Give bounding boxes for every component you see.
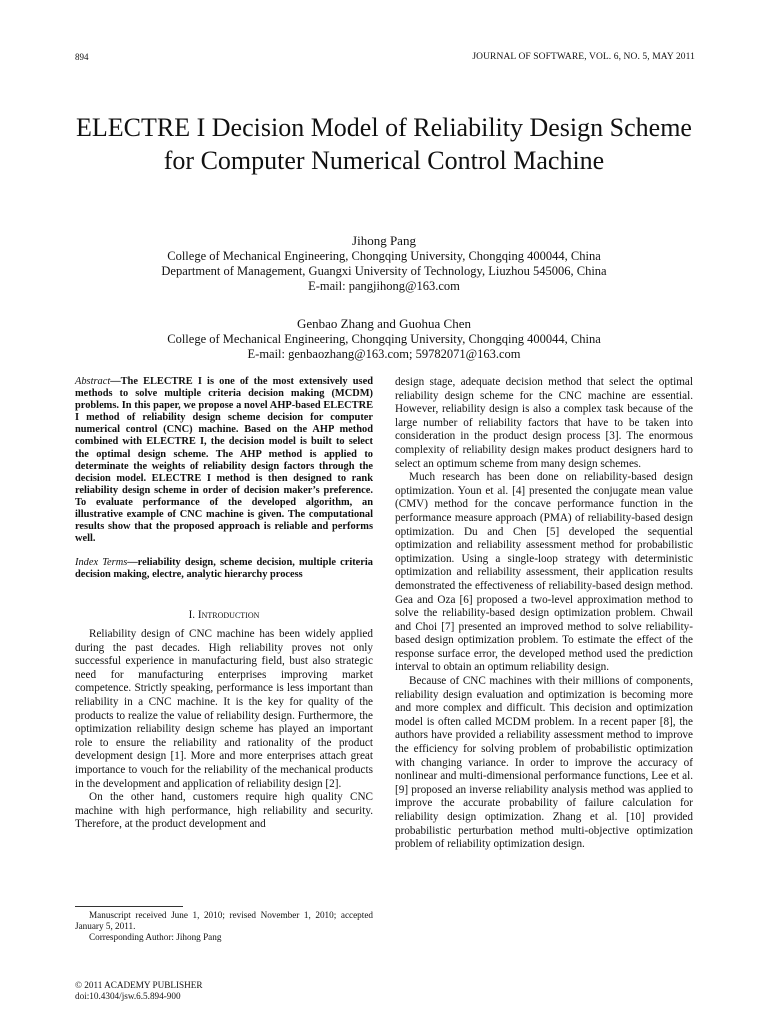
- body-paragraph: On the other hand, customers require high quality CNC machine with high performance, high reliability and security. Therefore, at the product development and: [75, 791, 373, 831]
- index-terms-text: —reliability design, scheme decision, multiple criteria decision making, electre, analytic hierarchy process: [75, 557, 373, 581]
- left-column: [75, 376, 373, 832]
- index-terms-label: Index Terms: [75, 557, 128, 569]
- author-name: Genbao Zhang and Guohua Chen: [296, 316, 471, 331]
- author-name: Jihong Pang: [352, 233, 416, 248]
- doi: doi:10.4304/jsw.6.5.894-900: [75, 990, 181, 1001]
- body-paragraph: Reliability design of CNC machine has been widely applied during the past decades. High reliability proves not only successful experience in manufacturing field, bust also strategic need for manufacturing enterprises improving market competence. Strictly speaking, performance is less important than reliability in a CNC machine. It is the key for quality of the products to realize the value of reliability design. Furthermore, the optimization reliability design scheme has played an important role to ensure the reliability and rationality of the product development design [1]. More and more enterprises attach great importance to vouch for the reliability of the mechanical products in the development and application of reliability design [2].: [75, 628, 373, 790]
- affiliation-line: Department of Management, Guangxi University of Technology, Liuzhou 545006, China: [161, 264, 607, 278]
- paper-title: ELECTRE I Decision Model of Reliability Design Scheme for Computer Numerical Control Machine: [76, 113, 692, 175]
- abstract-label: Abstract: [75, 376, 111, 387]
- footnotes: [75, 910, 373, 943]
- footnote-corresponding-author: Corresponding Author: Jihong Pang: [89, 932, 222, 942]
- author-block: [60, 233, 708, 362]
- section-number: I.: [188, 608, 198, 621]
- affiliation-line: College of Mechanical Engineering, Chongqing University, Chongqing 400044, China: [167, 332, 601, 346]
- author-email: E-mail: pangjihong@163.com: [308, 279, 460, 293]
- footnote-manuscript: Manuscript received June 1, 2010; revised November 1, 2010; accepted January 5, 2011.: [75, 910, 373, 931]
- author-email: E-mail: genbaozhang@163.com; 59782071@163.com: [247, 347, 521, 361]
- body-paragraph: Because of CNC machines with their millions of components, reliability design evaluation and optimization is becoming more and more complex and difficult. This decision and optimization model is often called MCDM problem. In a recent paper [8], the authors have provided a reliability assessment method to improve the efficiency for solving problem of probabilistic optimization with changing variance. In order to improve the accuracy of nonlinear and multi-dimensional performance functions, Lee et al. [9] proposed an inverse reliability analysis method was applied to improve the accurate probability of failure calculation for reliability design optimization. Zhang et al. [10] provided probabilistic perturbation method multi-objective optimization problem of reliability optimization design.: [395, 675, 693, 851]
- affiliation-line: College of Mechanical Engineering, Chongqing University, Chongqing 400044, China: [167, 249, 601, 263]
- publisher-info: [75, 980, 203, 1001]
- right-column: [395, 376, 693, 852]
- journal-header: JOURNAL OF SOFTWARE, VOL. 6, NO. 5, MAY 2011: [472, 52, 695, 62]
- page-number: 894: [75, 52, 89, 62]
- copyright: © 2011 ACADEMY PUBLISHER: [75, 980, 203, 990]
- abstract-text: —The ELECTRE I is one of the most extensively used methods to solve multiple criteria decision making (MCDM) problems. In this paper, we propose a novel AHP-based ELECTRE I method of reliability design scheme decision for computer numerical control (CNC) machine. Based on the AHP method combined with ELECTRE I, the decision model is built to select the optimal design scheme. The AHP method is applied to determinate the weights of reliability design factors through the decision model. ELECTRE I method is then designed to rank reliability design scheme in order of decision maker’s preference. To evaluate performance of the developed algorithm, an illustrative example of CNC machine is given. The computational results show that the proposed approach is reliable and performs well.: [75, 376, 373, 545]
- footnote-divider: [75, 906, 183, 907]
- body-paragraph: design stage, adequate decision method that select the optimal reliability design scheme for the CNC machine are essential. However, reliability design is also a complex task because of the large number of reliability factors that have to be taken into consideration in the product design process [3]. The enormous complexity of reliability design makes product designers hard to select an optimum scheme from many design schemes.: [395, 376, 693, 470]
- abstract: [75, 376, 373, 545]
- section-title: Introduction: [197, 608, 260, 621]
- body-paragraph: Much research has been done on reliability-based design optimization. Youn et al. [4] presented the conjugate mean value (CMV) method for the concave performance function in the performance measure approach (PMA) of reliability-based design optimization. Du and Chen [5] developed the sequential optimization and reliability assessment method for probabilistic optimization. Using a single-loop strategy with deterministic optimization and reliability assessment, their application results demonstrated the effectiveness of reliability-based design method. Gea and Oza [6] proposed a two-level approximation method to solve the reliability-based design optimization problem. Chwail and Choi [7] presented an improved method to solve reliability-based design optimization problem. To estimate the effect of the response surface error, the developed method used the prediction interval to obtain an optimum reliability design.: [395, 471, 693, 674]
- index-terms: [75, 557, 373, 581]
- section-heading: [75, 609, 373, 623]
